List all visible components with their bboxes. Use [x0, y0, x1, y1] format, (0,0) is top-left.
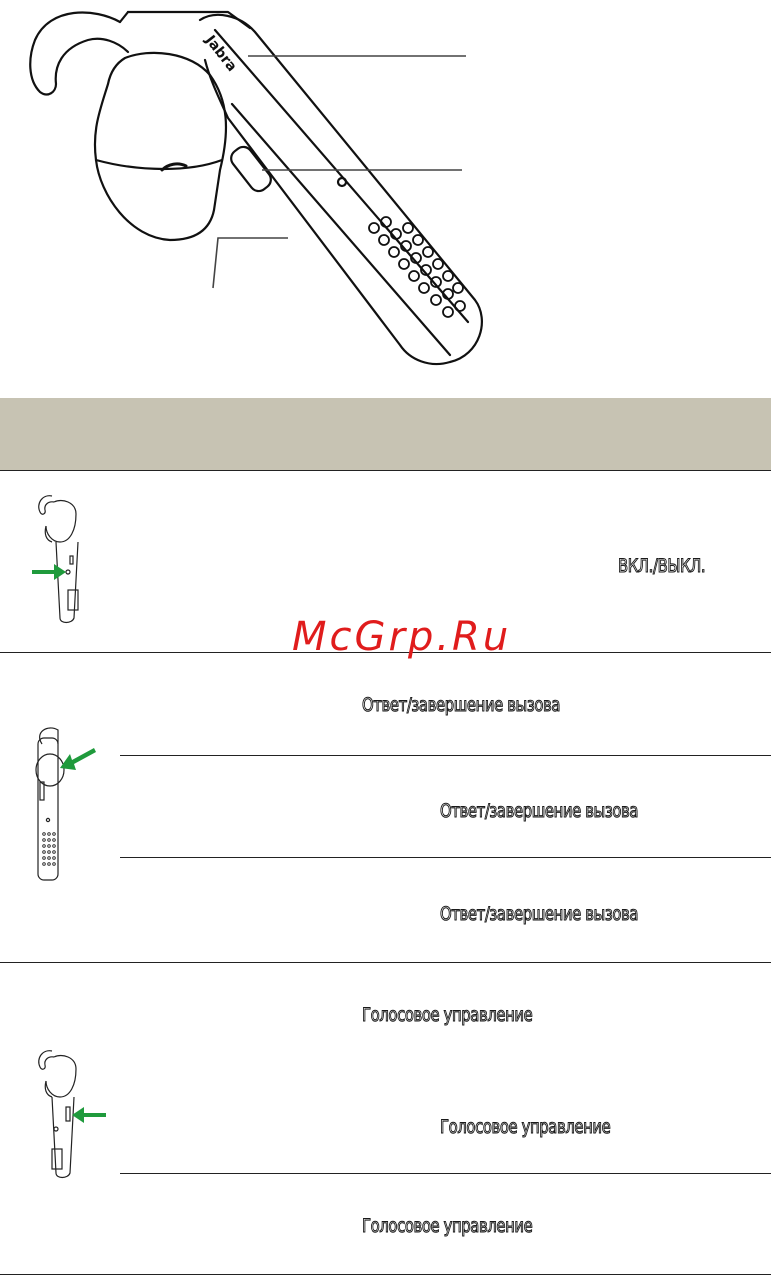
voice-control-label: Голосовое управление — [362, 1215, 533, 1237]
ear-hook-shape — [30, 12, 128, 94]
headset-illustration — [0, 0, 771, 395]
voice-control-label: Голосовое управление — [440, 1116, 611, 1138]
arrow-icon — [32, 564, 66, 580]
eargel-shape — [95, 53, 226, 240]
headset-side-thumbnail — [30, 490, 110, 630]
row-divider — [0, 470, 771, 471]
table-header — [0, 398, 771, 470]
arrow-icon — [72, 1107, 106, 1123]
voice-control-label: Голосовое управление — [362, 1004, 533, 1026]
headset-front-thumbnail — [22, 722, 112, 882]
boom-body-shape — [200, 15, 482, 364]
answer-end-call-label: Ответ/завершение вызова — [362, 694, 561, 716]
sub-row-divider — [120, 755, 771, 756]
answer-end-call-label: Ответ/завершение вызова — [440, 903, 639, 925]
answer-end-call-label: Ответ/завершение вызова — [440, 800, 639, 822]
power-label: ВКЛ./ВЫКЛ. — [618, 555, 706, 577]
arrow-icon — [60, 748, 96, 770]
sub-row-divider — [120, 857, 771, 858]
brand-logo: Jabra — [201, 32, 240, 75]
sub-row-divider — [120, 1173, 771, 1174]
watermark: McGrp.Ru — [292, 614, 512, 660]
row-divider — [0, 962, 771, 963]
row-divider — [0, 1274, 771, 1275]
headset-side-thumbnail — [30, 1045, 120, 1185]
